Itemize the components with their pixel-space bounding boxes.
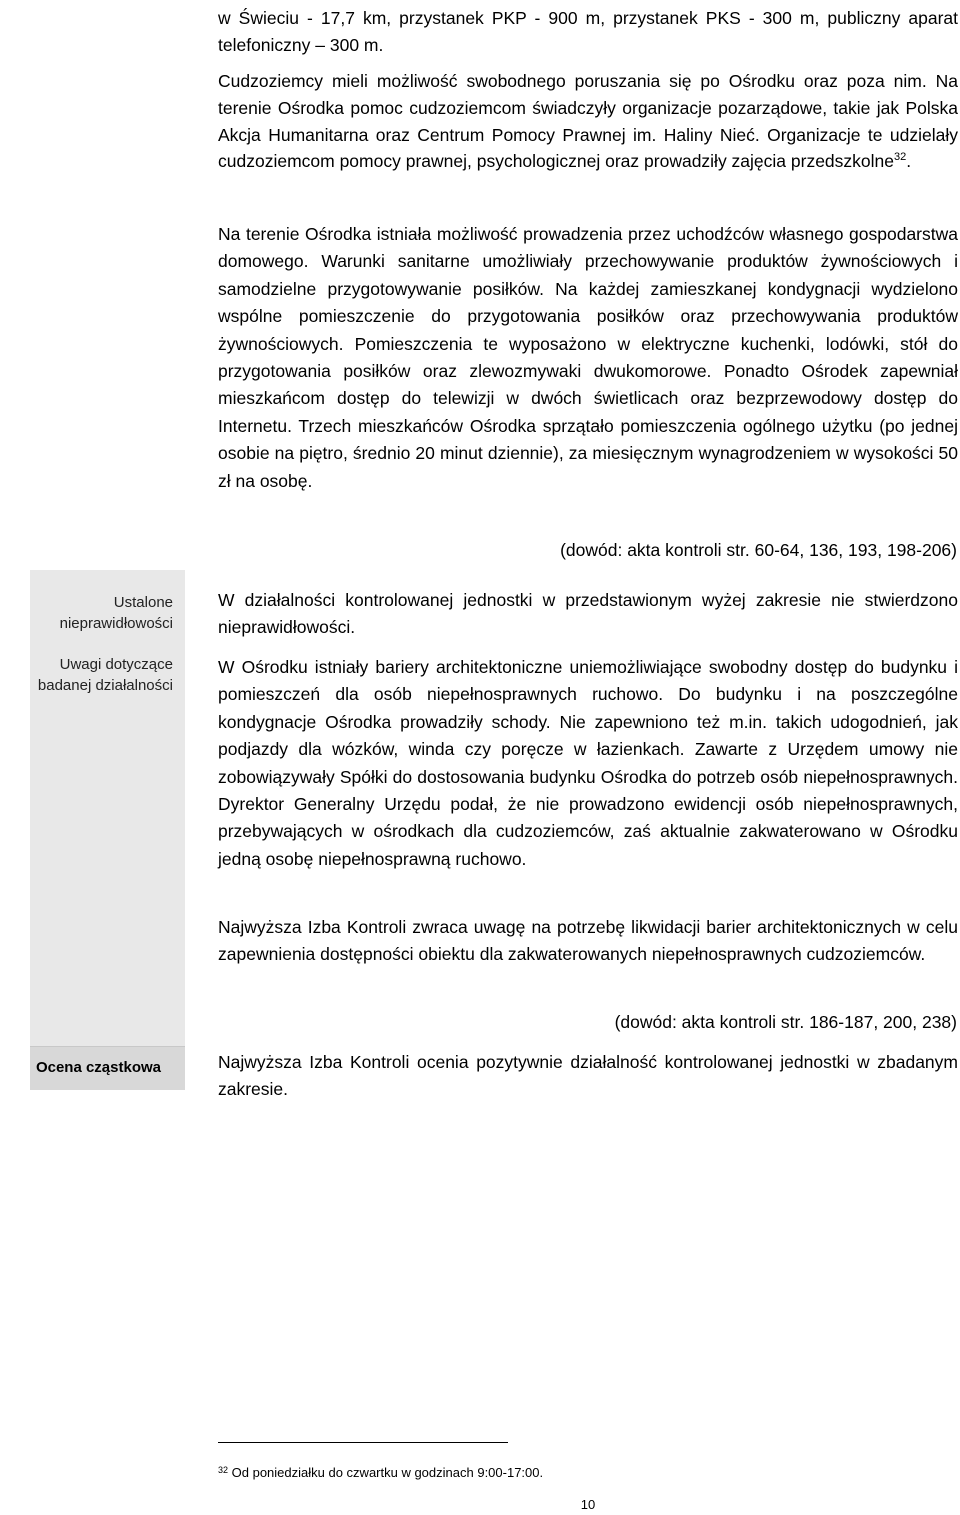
paragraph-2-text: Cudzoziemcy mieli możliwość swobodnego poruszania się po Ośrodku oraz poza nim. Na terenie Ośrodka pomoc cudzoziemcom świadczyły organizacje pozarządowe, takie jak Polska Akcja Humanitarna oraz Centrum Pomocy Prawnej im. Haliny Nieć. Organizacje te udzielały cudzoziemcom pomocy prawnej, psychologicznej oraz prowadziły zajęcia przedszkolne: [218, 71, 958, 172]
sidebar-label-assessment: Ocena cząstkowa: [35, 1059, 161, 1076]
footnote-text: Od poniedziałku do czwartku w godzinach 9:00-17:00.: [231, 1465, 544, 1480]
paragraph-7: Najwyższa Izba Kontroli ocenia pozytywnie działalność kontrolowanej jednostki w zbadanym zakresie.: [218, 1052, 958, 1100]
paragraph-3: Na terenie Ośrodka istniała możliwość prowadzenia przez uchodźców własnego gospodarstwa domowego. Warunki sanitarne umożliwiały przechowywanie produktów żywnościowych i samodzielne przygotowywanie posiłków. Na każdej zamieszkanej kondygnacji wydzielono wspólne pomieszczenie do przygotowania posiłków oraz przechowywania produktów żywnościowych. Pomieszczenia te wyposażono w elektryczne kuchenki, lodówki, stół do przygotowania posiłków oraz zlewozmywaki dwukomorowe. Ponadto Ośrodek zapewniał mieszkańcom dostęp do telewizji w dwóch świetlicach oraz bezprzewodowy dostęp do Internetu. Trzech mieszkańców Ośrodka sprzątało pomieszczenia ogólnego użytku (po jednej osobie na piętro, średnio 20 minut dziennie), za miesięcznym wynagrodzeniem w wysokości 50 zł na osobę.: [218, 224, 958, 491]
paragraph-1: w Świeciu - 17,7 km, przystanek PKP - 900 m, przystanek PKS - 300 m, publiczny aparat telefoniczny – 300 m.: [218, 8, 958, 56]
footnote-number: 32: [218, 1465, 229, 1475]
evidence-note-2: (dowód: akta kontroli str. 186-187, 200, 238): [614, 1012, 957, 1032]
paragraph-2-end: .: [906, 151, 912, 172]
paragraph-6: Najwyższa Izba Kontroli zwraca uwagę na potrzebę likwidacji barier architektonicznych w celu zapewnienia dostępności obiektu dla zakwaterowanych niepełnosprawnych cudzoziemców.: [218, 917, 958, 965]
page-number: 10: [580, 1497, 596, 1512]
sidebar-label-remarks: Uwagi dotyczące badanej działalności: [37, 656, 173, 694]
paragraph-5: W Ośrodku istniały bariery architektoniczne uniemożliwiające swobodny dostęp do budynku i pomieszczeń dla osób niepełnosprawnych ruchowo. Do budynku i na poszczególne kondygnacje Ośrodka prowadziły schody. Nie zapewniono też m.in. takich udogodnień, jak podjazdy dla wózków, winda czy poręcze w łazienkach. Zawarte z Urzędem umowy nie zobowiązywały Spółki do dostosowania budynku Ośrodka do potrzeb osób niepełnosprawnych. Dyrektor Generalny Urzędu podał, że nie prowadzono ewidencji osób niepełnosprawnych, przebywających w ośrodkach dla cudzoziemców, zaś aktualnie zakwaterowano w Ośrodku jedną osobę niepełnosprawną ruchowo.: [218, 657, 958, 869]
footnote-ref: 32: [894, 151, 907, 164]
evidence-note-1: (dowód: akta kontroli str. 60-64, 136, 193, 198-206): [560, 540, 957, 560]
paragraph-2: [218, 68, 958, 175]
sidebar-label-findings: Ustalone nieprawidłowości: [59, 594, 173, 632]
sidebar-assessment-box: [30, 1046, 185, 1090]
footnote: [218, 1464, 543, 1482]
margin-sidebar: [30, 570, 185, 1090]
paragraph-4: W działalności kontrolowanej jednostki w przedstawionym wyżej zakresie nie stwierdzono nieprawidłowości.: [218, 590, 958, 638]
footnote-separator: [218, 1442, 508, 1443]
